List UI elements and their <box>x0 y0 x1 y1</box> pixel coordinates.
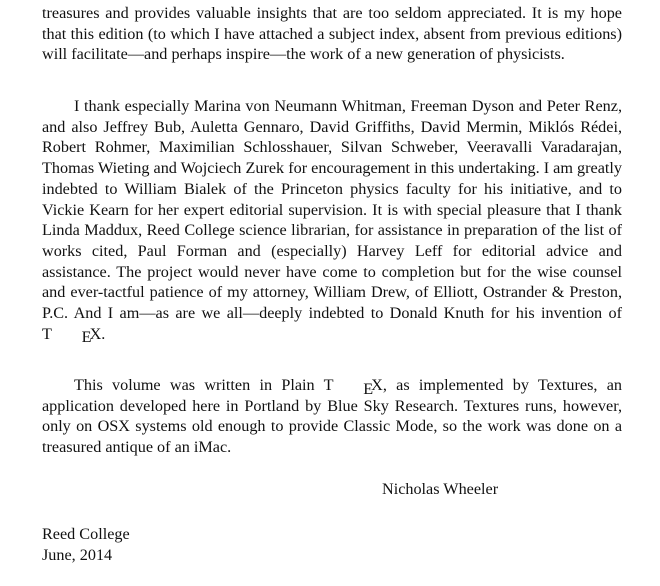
paragraph-production-note <box>42 375 622 458</box>
paragraph-text: treasures and provides valuable insights that are too seldom appreciated. It is my hope that this edition (to which I have attached a subject index, absent from previous editions) will facilitate—and perhaps inspire—the work of a new generation of physicists. <box>42 4 622 64</box>
tex-logo-e: E <box>363 379 374 398</box>
tex-logo-t: T <box>42 324 52 343</box>
tex-logo-x: X <box>89 324 102 343</box>
tex-logo <box>323 376 383 398</box>
paragraph-text: I thank especially Marina von Neumann Whitman, Freeman Dyson and Peter Renz, and also Jeffrey Bub, Auletta Gennaro, David Griffiths, David Mermin, Miklós Rédei, Robert Rohmer, Maximilian Schlosshauer, Silvan Schweber, Veeravalli Varadarajan, Thomas Wieting and Wojciech Zurek for encouragement in this undertaking. I am greatly indebted to William Bialek of the Princeton physics faculty for his initiative, and to Vickie Kearn for her expert editorial supervision. It is with special pleasure that I thank Linda Maddux, Reed College science librarian, for assistance in preparation of the list of works cited, Paul Forman and (especially) Harvey Leff for editorial advice and assistance. The project would never have come to completion but for the wise counsel and ever-tactful patience of my attorney, William Drew, of Elliott, Ostrander & Preston, P.C. And I am—as are we all—deeply indebted to Donald Knuth for his invention of <box>42 97 622 323</box>
tex-logo-e: E <box>81 328 92 347</box>
document-date: June, 2014 <box>42 546 113 564</box>
author-signature: Nicholas Wheeler <box>382 480 499 498</box>
paragraph-text-end: , as implemented by Textures, an application developed here in Portland by Blue Sky Research. Textures runs, however, only on OSX systems old enough to provide Classic Mode, so the work was done on a treasured antique of an iMac. <box>42 376 622 457</box>
author-affiliation: Reed College <box>42 525 130 543</box>
tex-logo-x: X <box>371 376 383 394</box>
paragraph-acknowledgements <box>42 96 622 347</box>
paragraph-text: This volume was written in Plain <box>74 376 315 394</box>
tex-logo-t: T <box>323 376 334 394</box>
paragraph-text-end: . <box>101 324 106 343</box>
paragraph-closing-remarks <box>42 3 622 65</box>
tex-logo <box>42 324 102 347</box>
